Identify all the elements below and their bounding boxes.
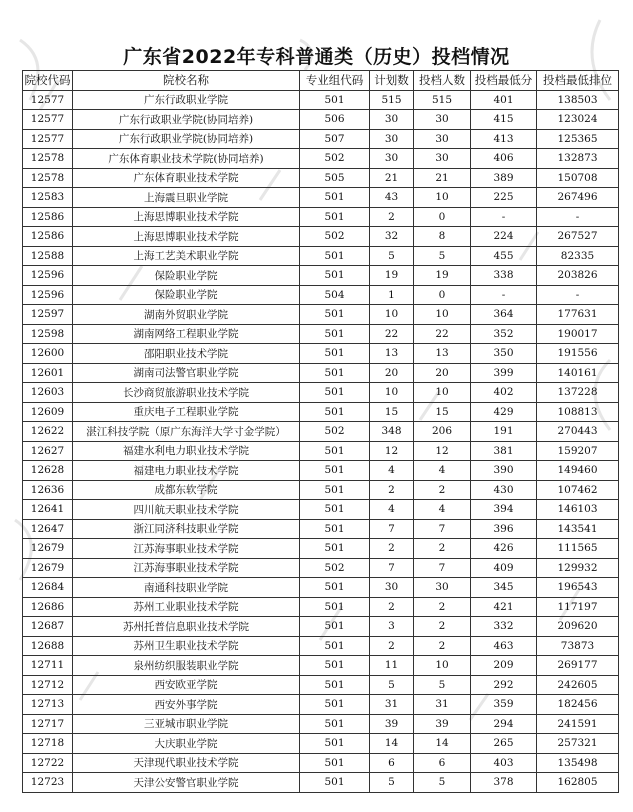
min-score-cell: 378	[471, 773, 537, 793]
school-name-cell: 湖南司法警官职业学院	[73, 363, 300, 383]
plan-count-cell: 13	[370, 344, 414, 364]
plan-count-cell: 11	[370, 656, 414, 676]
min-score-cell: 402	[471, 383, 537, 403]
min-score-cell: -	[471, 207, 537, 227]
min-rank-cell: 203826	[537, 266, 619, 286]
group-code-cell: 502	[300, 149, 370, 169]
table-row	[23, 675, 619, 695]
min-rank-cell: 162805	[537, 773, 619, 793]
admitted-count-cell: 30	[414, 149, 471, 169]
plan-count-cell: 21	[370, 168, 414, 188]
column-header-min-rank: 投档最低排位	[537, 71, 619, 91]
admitted-count-cell: 10	[414, 305, 471, 325]
min-score-cell: 403	[471, 753, 537, 773]
plan-count-cell: 19	[370, 266, 414, 286]
school-name-cell: 西安外事学院	[73, 695, 300, 715]
min-rank-cell: 111565	[537, 539, 619, 559]
admitted-count-cell: 10	[414, 188, 471, 208]
min-rank-cell: -	[537, 207, 619, 227]
school-name-cell: 四川航天职业技术学院	[73, 500, 300, 520]
group-code-cell: 501	[300, 636, 370, 656]
school-code-cell: 12586	[23, 207, 73, 227]
min-score-cell: 413	[471, 129, 537, 149]
column-header-plan-count: 计划数	[370, 71, 414, 91]
table-row	[23, 519, 619, 539]
school-code-cell: 12577	[23, 90, 73, 110]
plan-count-cell: 15	[370, 402, 414, 422]
school-code-cell: 12586	[23, 227, 73, 247]
group-code-cell: 501	[300, 90, 370, 110]
min-rank-cell: 182456	[537, 695, 619, 715]
group-code-cell: 504	[300, 285, 370, 305]
table-row	[23, 578, 619, 598]
min-score-cell: 421	[471, 597, 537, 617]
table-row	[23, 480, 619, 500]
school-code-cell: 12688	[23, 636, 73, 656]
table-row	[23, 558, 619, 578]
table-row	[23, 656, 619, 676]
school-code-cell: 12718	[23, 734, 73, 754]
min-score-cell: 389	[471, 168, 537, 188]
admitted-count-cell: 13	[414, 344, 471, 364]
plan-count-cell: 30	[370, 578, 414, 598]
min-score-cell: 406	[471, 149, 537, 169]
school-name-cell: 大庆职业学院	[73, 734, 300, 754]
group-code-cell: 501	[300, 246, 370, 266]
school-code-cell: 12578	[23, 149, 73, 169]
school-name-cell: 广东行政职业学院	[73, 90, 300, 110]
school-name-cell: 湖南网络工程职业学院	[73, 324, 300, 344]
school-name-cell: 苏州托普信息职业技术学院	[73, 617, 300, 637]
min-score-cell: 399	[471, 363, 537, 383]
plan-count-cell: 2	[370, 597, 414, 617]
plan-count-cell: 515	[370, 90, 414, 110]
min-rank-cell: 159207	[537, 441, 619, 461]
table-row	[23, 324, 619, 344]
table-row	[23, 129, 619, 149]
plan-count-cell: 1	[370, 285, 414, 305]
plan-count-cell: 20	[370, 363, 414, 383]
admitted-count-cell: 39	[414, 714, 471, 734]
plan-count-cell: 30	[370, 149, 414, 169]
plan-count-cell: 14	[370, 734, 414, 754]
group-code-cell: 501	[300, 617, 370, 637]
min-rank-cell: 125365	[537, 129, 619, 149]
group-code-cell: 501	[300, 519, 370, 539]
admitted-count-cell: 7	[414, 519, 471, 539]
min-rank-cell: 73873	[537, 636, 619, 656]
min-rank-cell: 146103	[537, 500, 619, 520]
min-rank-cell: 267527	[537, 227, 619, 247]
table-row	[23, 266, 619, 286]
column-header-group-code: 专业组代码	[300, 71, 370, 91]
school-name-cell: 成都东软学院	[73, 480, 300, 500]
column-header-school-name: 院校名称	[73, 71, 300, 91]
plan-count-cell: 7	[370, 519, 414, 539]
school-code-cell: 12717	[23, 714, 73, 734]
min-rank-cell: 132873	[537, 149, 619, 169]
table-row	[23, 500, 619, 520]
school-code-cell: 12596	[23, 285, 73, 305]
group-code-cell: 501	[300, 753, 370, 773]
school-code-cell: 12679	[23, 558, 73, 578]
min-rank-cell: 177631	[537, 305, 619, 325]
min-score-cell: 415	[471, 110, 537, 130]
school-name-cell: 天津现代职业技术学院	[73, 753, 300, 773]
school-code-cell: 12609	[23, 402, 73, 422]
min-rank-cell: 129932	[537, 558, 619, 578]
admitted-count-cell: 2	[414, 617, 471, 637]
school-code-cell: 12622	[23, 422, 73, 442]
school-code-cell: 12603	[23, 383, 73, 403]
group-code-cell: 501	[300, 207, 370, 227]
school-code-cell: 12711	[23, 656, 73, 676]
table-row	[23, 305, 619, 325]
plan-count-cell: 39	[370, 714, 414, 734]
table-row	[23, 344, 619, 364]
school-code-cell: 12627	[23, 441, 73, 461]
group-code-cell: 501	[300, 188, 370, 208]
school-name-cell: 广东行政职业学院(协同培养)	[73, 129, 300, 149]
plan-count-cell: 3	[370, 617, 414, 637]
admitted-count-cell: 20	[414, 363, 471, 383]
admitted-count-cell: 30	[414, 129, 471, 149]
table-row	[23, 597, 619, 617]
min-rank-cell: 138503	[537, 90, 619, 110]
plan-count-cell: 43	[370, 188, 414, 208]
school-name-cell: 福建电力职业技术学院	[73, 461, 300, 481]
plan-count-cell: 32	[370, 227, 414, 247]
admitted-count-cell: 0	[414, 285, 471, 305]
table-row	[23, 714, 619, 734]
column-header-admitted-count: 投档人数	[414, 71, 471, 91]
school-name-cell: 西安欧亚学院	[73, 675, 300, 695]
group-code-cell: 501	[300, 266, 370, 286]
min-score-cell: 381	[471, 441, 537, 461]
min-score-cell: 430	[471, 480, 537, 500]
table-row	[23, 636, 619, 656]
school-name-cell: 南通科技职业学院	[73, 578, 300, 598]
table-row	[23, 383, 619, 403]
min-rank-cell: 257321	[537, 734, 619, 754]
min-rank-cell: 269177	[537, 656, 619, 676]
school-code-cell: 12641	[23, 500, 73, 520]
group-code-cell: 501	[300, 714, 370, 734]
group-code-cell: 501	[300, 383, 370, 403]
group-code-cell: 501	[300, 539, 370, 559]
table-row	[23, 285, 619, 305]
admitted-count-cell: 4	[414, 500, 471, 520]
table-row	[23, 90, 619, 110]
plan-count-cell: 5	[370, 773, 414, 793]
min-score-cell: 292	[471, 675, 537, 695]
plan-count-cell: 348	[370, 422, 414, 442]
group-code-cell: 501	[300, 597, 370, 617]
table-row	[23, 207, 619, 227]
min-rank-cell: 242605	[537, 675, 619, 695]
school-name-cell: 苏州卫生职业技术学院	[73, 636, 300, 656]
admission-table	[22, 70, 619, 793]
school-name-cell: 广东体育职业技术学院(协同培养)	[73, 149, 300, 169]
table-body	[23, 90, 619, 792]
school-name-cell: 上海工艺美术职业学院	[73, 246, 300, 266]
min-rank-cell: 196543	[537, 578, 619, 598]
school-name-cell: 长沙商贸旅游职业技术学院	[73, 383, 300, 403]
min-score-cell: 359	[471, 695, 537, 715]
group-code-cell: 501	[300, 695, 370, 715]
min-score-cell: 396	[471, 519, 537, 539]
table-row	[23, 402, 619, 422]
admitted-count-cell: 2	[414, 480, 471, 500]
min-score-cell: 463	[471, 636, 537, 656]
group-code-cell: 505	[300, 168, 370, 188]
admitted-count-cell: 515	[414, 90, 471, 110]
group-code-cell: 501	[300, 734, 370, 754]
school-code-cell: 12601	[23, 363, 73, 383]
school-name-cell: 广东行政职业学院(协同培养)	[73, 110, 300, 130]
group-code-cell: 502	[300, 422, 370, 442]
school-code-cell: 12578	[23, 168, 73, 188]
school-code-cell: 12588	[23, 246, 73, 266]
school-name-cell: 苏州工业职业技术学院	[73, 597, 300, 617]
table-row	[23, 149, 619, 169]
table-row	[23, 539, 619, 559]
group-code-cell: 501	[300, 773, 370, 793]
group-code-cell: 506	[300, 110, 370, 130]
min-score-cell: 390	[471, 461, 537, 481]
school-code-cell: 12598	[23, 324, 73, 344]
admitted-count-cell: 10	[414, 383, 471, 403]
plan-count-cell: 4	[370, 500, 414, 520]
min-score-cell: 401	[471, 90, 537, 110]
group-code-cell: 501	[300, 656, 370, 676]
min-rank-cell: 191556	[537, 344, 619, 364]
table-row	[23, 441, 619, 461]
min-rank-cell: 241591	[537, 714, 619, 734]
school-code-cell: 12687	[23, 617, 73, 637]
school-code-cell: 12684	[23, 578, 73, 598]
group-code-cell: 501	[300, 480, 370, 500]
admitted-count-cell: 5	[414, 246, 471, 266]
table-row	[23, 753, 619, 773]
min-rank-cell: 209620	[537, 617, 619, 637]
school-code-cell: 12712	[23, 675, 73, 695]
plan-count-cell: 5	[370, 675, 414, 695]
table-row	[23, 168, 619, 188]
school-code-cell: 12577	[23, 110, 73, 130]
group-code-cell: 502	[300, 558, 370, 578]
school-name-cell: 江苏海事职业技术学院	[73, 558, 300, 578]
admitted-count-cell: 5	[414, 773, 471, 793]
school-code-cell: 12596	[23, 266, 73, 286]
column-header-min-score: 投档最低分	[471, 71, 537, 91]
min-score-cell: 345	[471, 578, 537, 598]
min-score-cell: 364	[471, 305, 537, 325]
school-name-cell: 上海思博职业技术学院	[73, 207, 300, 227]
min-score-cell: 224	[471, 227, 537, 247]
admitted-count-cell: 30	[414, 578, 471, 598]
min-rank-cell: 108813	[537, 402, 619, 422]
admitted-count-cell: 22	[414, 324, 471, 344]
table-row	[23, 773, 619, 793]
group-code-cell: 501	[300, 305, 370, 325]
plan-count-cell: 2	[370, 480, 414, 500]
school-name-cell: 保险职业学院	[73, 266, 300, 286]
admitted-count-cell: 4	[414, 461, 471, 481]
school-name-cell: 邵阳职业技术学院	[73, 344, 300, 364]
min-score-cell: 332	[471, 617, 537, 637]
school-name-cell: 浙江同济科技职业学院	[73, 519, 300, 539]
school-code-cell: 12597	[23, 305, 73, 325]
admitted-count-cell: 7	[414, 558, 471, 578]
group-code-cell: 501	[300, 344, 370, 364]
min-rank-cell: 149460	[537, 461, 619, 481]
admitted-count-cell: 8	[414, 227, 471, 247]
admitted-count-cell: 19	[414, 266, 471, 286]
admitted-count-cell: 6	[414, 753, 471, 773]
group-code-cell: 501	[300, 441, 370, 461]
table-row	[23, 734, 619, 754]
plan-count-cell: 7	[370, 558, 414, 578]
school-name-cell: 泉州纺织服装职业学院	[73, 656, 300, 676]
plan-count-cell: 22	[370, 324, 414, 344]
plan-count-cell: 10	[370, 305, 414, 325]
admitted-count-cell: 10	[414, 656, 471, 676]
table-row	[23, 110, 619, 130]
plan-count-cell: 10	[370, 383, 414, 403]
admitted-count-cell: 12	[414, 441, 471, 461]
page-title: 广东省2022年专科普通类（历史）投档情况	[123, 46, 510, 68]
table-row	[23, 227, 619, 247]
min-score-cell: 191	[471, 422, 537, 442]
school-name-cell: 广东体育职业技术学院	[73, 168, 300, 188]
admitted-count-cell: 21	[414, 168, 471, 188]
group-code-cell: 507	[300, 129, 370, 149]
plan-count-cell: 5	[370, 246, 414, 266]
min-rank-cell: 123024	[537, 110, 619, 130]
school-code-cell: 12583	[23, 188, 73, 208]
school-name-cell: 福建水利电力职业技术学院	[73, 441, 300, 461]
min-score-cell: 225	[471, 188, 537, 208]
min-score-cell: 265	[471, 734, 537, 754]
group-code-cell: 501	[300, 675, 370, 695]
table-header-row	[23, 71, 619, 91]
plan-count-cell: 4	[370, 461, 414, 481]
min-rank-cell: 117197	[537, 597, 619, 617]
school-code-cell: 12600	[23, 344, 73, 364]
admitted-count-cell: 2	[414, 539, 471, 559]
school-name-cell: 上海思博职业技术学院	[73, 227, 300, 247]
min-rank-cell: 107462	[537, 480, 619, 500]
min-rank-cell: 267496	[537, 188, 619, 208]
table-row	[23, 422, 619, 442]
min-rank-cell: 150708	[537, 168, 619, 188]
plan-count-cell: 2	[370, 636, 414, 656]
school-code-cell: 12713	[23, 695, 73, 715]
school-name-cell: 上海震旦职业学院	[73, 188, 300, 208]
group-code-cell: 502	[300, 227, 370, 247]
school-code-cell: 12577	[23, 129, 73, 149]
plan-count-cell: 2	[370, 207, 414, 227]
table-row	[23, 695, 619, 715]
school-name-cell: 江苏海事职业技术学院	[73, 539, 300, 559]
school-code-cell: 12636	[23, 480, 73, 500]
school-name-cell: 重庆电子工程职业学院	[73, 402, 300, 422]
plan-count-cell: 30	[370, 110, 414, 130]
min-score-cell: 338	[471, 266, 537, 286]
admitted-count-cell: 5	[414, 675, 471, 695]
school-code-cell: 12679	[23, 539, 73, 559]
group-code-cell: 501	[300, 461, 370, 481]
table-row	[23, 617, 619, 637]
school-name-cell: 三亚城市职业学院	[73, 714, 300, 734]
group-code-cell: 501	[300, 324, 370, 344]
min-score-cell: 294	[471, 714, 537, 734]
table-row	[23, 246, 619, 266]
admitted-count-cell: 0	[414, 207, 471, 227]
group-code-cell: 501	[300, 363, 370, 383]
school-code-cell: 12686	[23, 597, 73, 617]
min-score-cell: 350	[471, 344, 537, 364]
min-score-cell: 455	[471, 246, 537, 266]
school-name-cell: 湛江科技学院（原广东海洋大学寸金学院）	[73, 422, 300, 442]
school-code-cell: 12628	[23, 461, 73, 481]
admitted-count-cell: 2	[414, 597, 471, 617]
plan-count-cell: 12	[370, 441, 414, 461]
school-name-cell: 天津公安警官职业学院	[73, 773, 300, 793]
min-score-cell: 394	[471, 500, 537, 520]
school-code-cell: 12722	[23, 753, 73, 773]
table-row	[23, 188, 619, 208]
admitted-count-cell: 14	[414, 734, 471, 754]
min-rank-cell: 140161	[537, 363, 619, 383]
column-header-school-code: 院校代码	[23, 71, 73, 91]
table-row	[23, 363, 619, 383]
plan-count-cell: 6	[370, 753, 414, 773]
admitted-count-cell: 15	[414, 402, 471, 422]
admitted-count-cell: 30	[414, 110, 471, 130]
min-rank-cell: 270443	[537, 422, 619, 442]
school-code-cell: 12647	[23, 519, 73, 539]
min-score-cell: 429	[471, 402, 537, 422]
min-rank-cell: 143541	[537, 519, 619, 539]
min-score-cell: 209	[471, 656, 537, 676]
group-code-cell: 501	[300, 500, 370, 520]
min-rank-cell: -	[537, 285, 619, 305]
min-score-cell: 409	[471, 558, 537, 578]
school-code-cell: 12723	[23, 773, 73, 793]
group-code-cell: 501	[300, 402, 370, 422]
table-row	[23, 461, 619, 481]
plan-count-cell: 2	[370, 539, 414, 559]
plan-count-cell: 30	[370, 129, 414, 149]
admitted-count-cell: 31	[414, 695, 471, 715]
min-score-cell: -	[471, 285, 537, 305]
min-rank-cell: 135498	[537, 753, 619, 773]
min-score-cell: 352	[471, 324, 537, 344]
group-code-cell: 501	[300, 578, 370, 598]
school-name-cell: 湖南外贸职业学院	[73, 305, 300, 325]
school-name-cell: 保险职业学院	[73, 285, 300, 305]
min-score-cell: 426	[471, 539, 537, 559]
plan-count-cell: 31	[370, 695, 414, 715]
min-rank-cell: 190017	[537, 324, 619, 344]
min-rank-cell: 82335	[537, 246, 619, 266]
admitted-count-cell: 206	[414, 422, 471, 442]
min-rank-cell: 137228	[537, 383, 619, 403]
admitted-count-cell: 2	[414, 636, 471, 656]
